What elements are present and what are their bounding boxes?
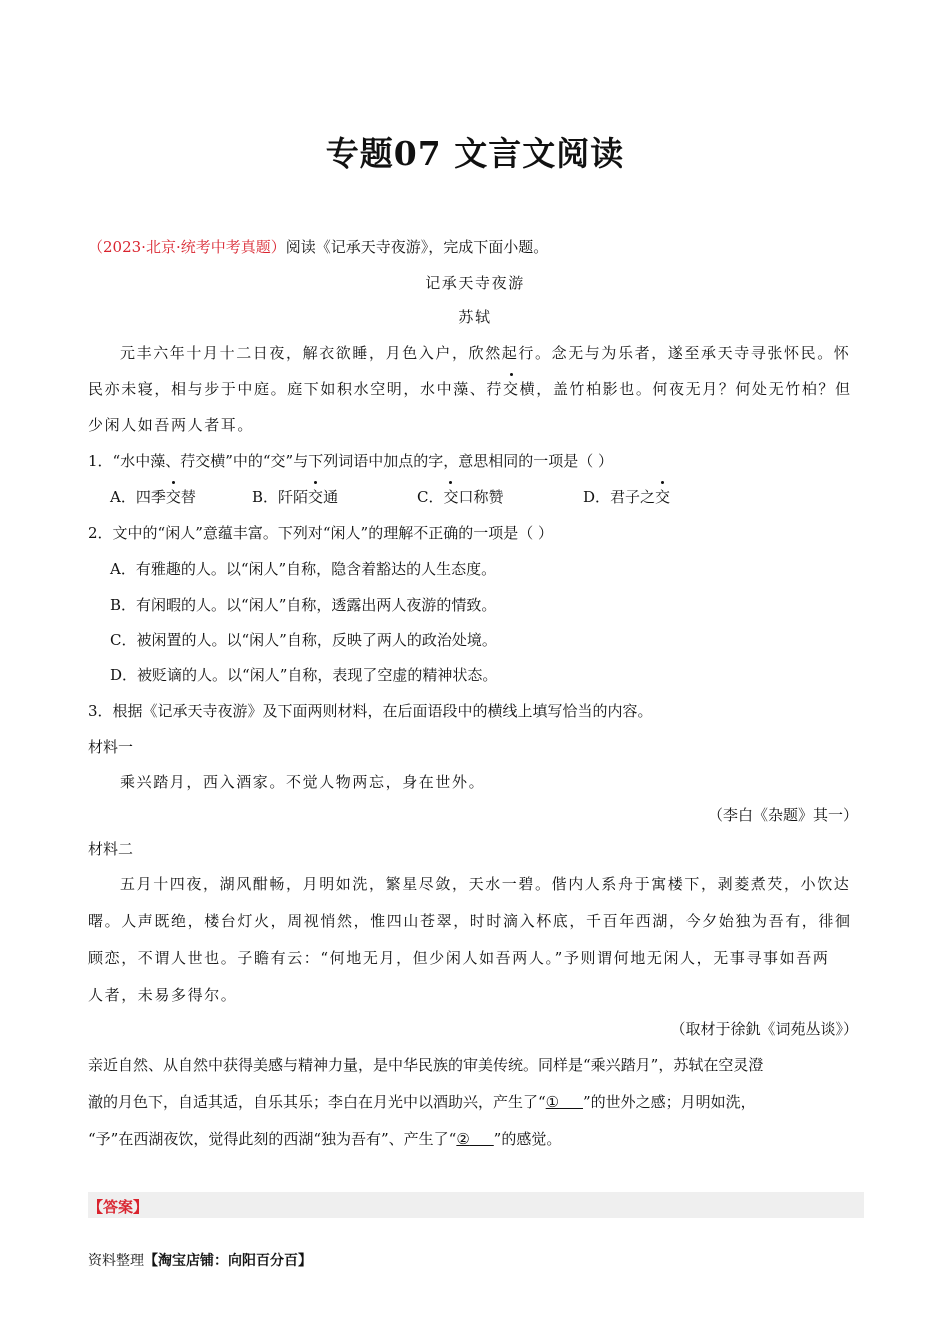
- material1-label: 材料一: [88, 738, 134, 756]
- option-label: D．: [583, 488, 611, 506]
- poem-line-3: 少闲人如吾两人者耳。: [88, 416, 255, 434]
- material2-label: 材料二: [88, 840, 134, 858]
- dotted-char: 交: [308, 488, 324, 506]
- footer: [88, 1250, 312, 1270]
- material2-line-1: 五月十四夜，湖风酣畅，月明如洗，繁星尽敛，天水一碧。偕内人系舟于寓楼下，剥菱煮芡，小饮达: [120, 875, 851, 893]
- paragraph-text: “予”在西湖夜饮，觉得此刻的西湖“独为吾有”、产生了“: [88, 1130, 457, 1148]
- option-label: B．: [252, 488, 279, 506]
- material1-text: 乘兴踏月，西入酒家。不觉人物两忘，身在世外。: [120, 773, 486, 791]
- blank-2[interactable]: ②: [456, 1130, 470, 1148]
- option-text: 四季: [135, 488, 166, 506]
- option-text: 口称赞: [458, 488, 504, 506]
- paragraph-text: ”的感觉。: [493, 1130, 562, 1148]
- poem-title: 记承天寺夜游: [425, 274, 525, 292]
- poem-line-2: [88, 378, 852, 399]
- material2-line-2: 曙。人声既绝，楼台灯火，周视悄然，惟四山苍翠，时时滴入杯底，千百年西湖，今夕始独为吾有，徘徊: [88, 912, 852, 930]
- paragraph-line-2: [88, 1091, 756, 1112]
- intro-text: 阅读《记承天寺夜游》，完成下面小题。: [285, 238, 549, 256]
- material2-line-3: 顾恋，不谓人世也。子瞻有云：“何地无月，但少闲人如吾两人。”予则谓何地无闲人，无事寻事如吾两: [88, 949, 830, 967]
- q2-option-c[interactable]: C．被闲置的人。以“闲人”自称，反映了两人的政治处境。: [110, 631, 497, 649]
- answer-label: 【答案】: [88, 1198, 149, 1216]
- q2-option-b[interactable]: B．有闲暇的人。以“闲人”自称，透露出两人夜游的情致。: [110, 596, 497, 614]
- option-text: 阡陌: [278, 488, 309, 506]
- paragraph-text: ”的世外之感；月明如洗，: [582, 1093, 756, 1111]
- q2-option-a[interactable]: A．有雅趣的人。以“闲人”自称，隐含着豁达的人生态度。: [110, 560, 497, 578]
- paragraph-line-1: 亲近自然、从自然中获得美感与精神力量，是中华民族的审美传统。同样是“乘兴踏月”，苏轼在空灵澄: [88, 1056, 764, 1074]
- intro-line: [88, 236, 548, 257]
- dotted-char: 交: [165, 488, 181, 506]
- material1-source: （李白《杂题》其一）: [707, 806, 858, 824]
- material2-source: （取材于徐釚《词苑丛谈》）: [670, 1020, 858, 1038]
- q2-option-d[interactable]: D．被贬谪的人。以“闲人”自称，表现了空虚的精神状态。: [110, 666, 498, 684]
- footer-prefix: 资料整理: [88, 1253, 144, 1269]
- page-title: 专题07 文言文阅读: [325, 134, 625, 173]
- paragraph-line-3: [88, 1128, 561, 1149]
- dotted-char: 交: [443, 488, 459, 506]
- q1-stem: 1．“水中藻、荇交横”中的“交”与下列词语中加点的字，意思相同的一项是（ ）: [88, 452, 613, 470]
- question-source: （2023·北京·统考中考真题）: [88, 238, 286, 256]
- paragraph-text: 澈的月色下，自适其适，自乐其乐；李白在月光中以酒助兴，产生了“: [88, 1093, 546, 1111]
- material2-line-4: 人者，未易多得尔。: [88, 986, 238, 1004]
- option-label: C．: [417, 488, 444, 506]
- q1-option-d[interactable]: [583, 486, 670, 507]
- q3-stem: 3．根据《记承天寺夜游》及下面两则材料，在后面语段中的横线上填写恰当的内容。: [88, 702, 653, 720]
- footer-shop: 【淘宝店铺：向阳百分百】: [144, 1253, 312, 1269]
- option-text: 替: [180, 488, 196, 506]
- poem-line-2-part-a: 民亦未寝，相与步于中庭。庭下如积水空明，水中藻、荇: [88, 380, 504, 398]
- poem-author: 苏轼: [458, 308, 492, 326]
- q1-option-b[interactable]: [252, 486, 338, 507]
- q2-stem: 2．文中的“闲人”意蕴丰富。下列对“闲人”的理解不正确的一项是（ ）: [88, 524, 553, 542]
- option-text: 君子之: [610, 488, 656, 506]
- q1-option-a[interactable]: [110, 486, 196, 507]
- poem-line-1: 元丰六年十月十二日夜，解衣欲睡，月色入户，欣然起行。念无与为乐者，遂至承天寺寻张怀民。怀: [120, 344, 851, 362]
- dotted-char: 交: [655, 488, 671, 506]
- q1-option-c[interactable]: [417, 486, 504, 507]
- option-text: 通: [323, 488, 339, 506]
- poem-line-2-part-b: 横，盖竹柏影也。何夜无月？何处无竹柏？但: [519, 380, 852, 398]
- answer-bar: [88, 1192, 864, 1218]
- blank-1[interactable]: ①: [545, 1093, 560, 1111]
- option-label: A．: [110, 488, 136, 506]
- dotted-char: 交: [503, 380, 520, 398]
